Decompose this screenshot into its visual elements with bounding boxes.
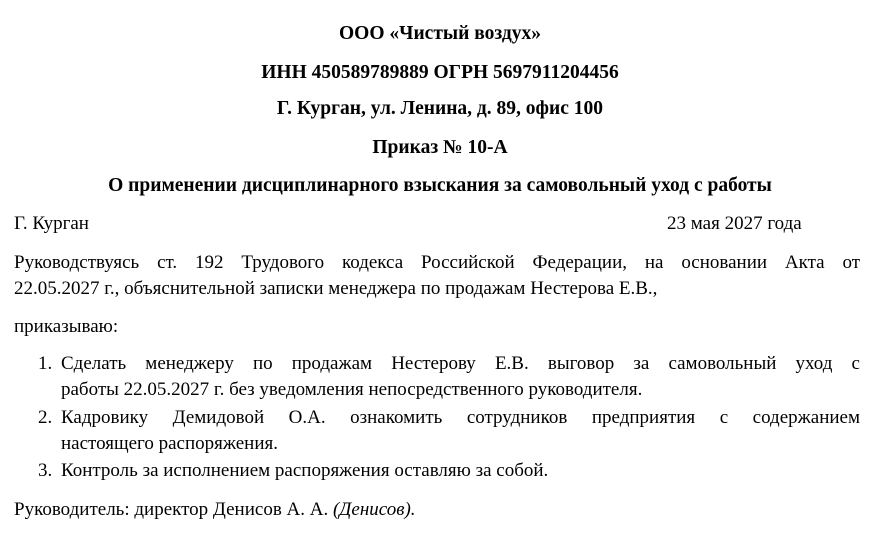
order-subject: О применении дисциплинарного взыскания за самовольный уход с работы: [108, 175, 772, 196]
company-name: ООО «Чистый воздух»: [339, 23, 541, 44]
order-number: Приказ № 10-А: [372, 137, 508, 158]
signature-text: Руководитель: директор Денисов А. А.: [14, 499, 329, 520]
list-item-text: Сделать менеджеру по продажам Нестерову Е.В. выговор за самовольный уход с: [61, 353, 860, 374]
order-word: приказываю:: [14, 316, 119, 337]
signature-handwritten: (Денисов).: [332, 499, 416, 520]
list-item: [38, 459, 548, 483]
list-item: [38, 406, 860, 430]
company-address: Г. Курган, ул. Ленина, д. 89, офис 100: [276, 98, 604, 119]
list-item-number: 3.: [38, 460, 53, 481]
list-item-number: 2.: [38, 407, 53, 428]
list-item-text: Контроль за исполнением распоряжения оставляю за собой.: [61, 460, 549, 481]
signature-line: [14, 498, 416, 522]
list-item: [38, 352, 860, 376]
list-item-text: Кадровику Демидовой О.А. ознакомить сотрудников предприятия с содержанием: [61, 407, 860, 428]
order-date: 23 мая 2027 года: [667, 213, 802, 234]
list-item-continuation: работы 22.05.2027 г. без уведомления непосредственного руководителя.: [61, 379, 643, 400]
preamble-line-2: 22.05.2027 г., объяснительной записки менеджера по продажам Нестерова Е.В.,: [14, 278, 658, 299]
preamble-line-1: Руководствуясь ст. 192 Трудового кодекса Российской Федерации, на основании Акта от: [14, 252, 860, 273]
list-item-continuation: настоящего распоряжения.: [61, 433, 279, 454]
order-place: Г. Курган: [14, 213, 89, 234]
company-ids: ИНН 450589789889 ОГРН 5697911204456: [261, 62, 619, 83]
list-item-number: 1.: [38, 353, 53, 374]
